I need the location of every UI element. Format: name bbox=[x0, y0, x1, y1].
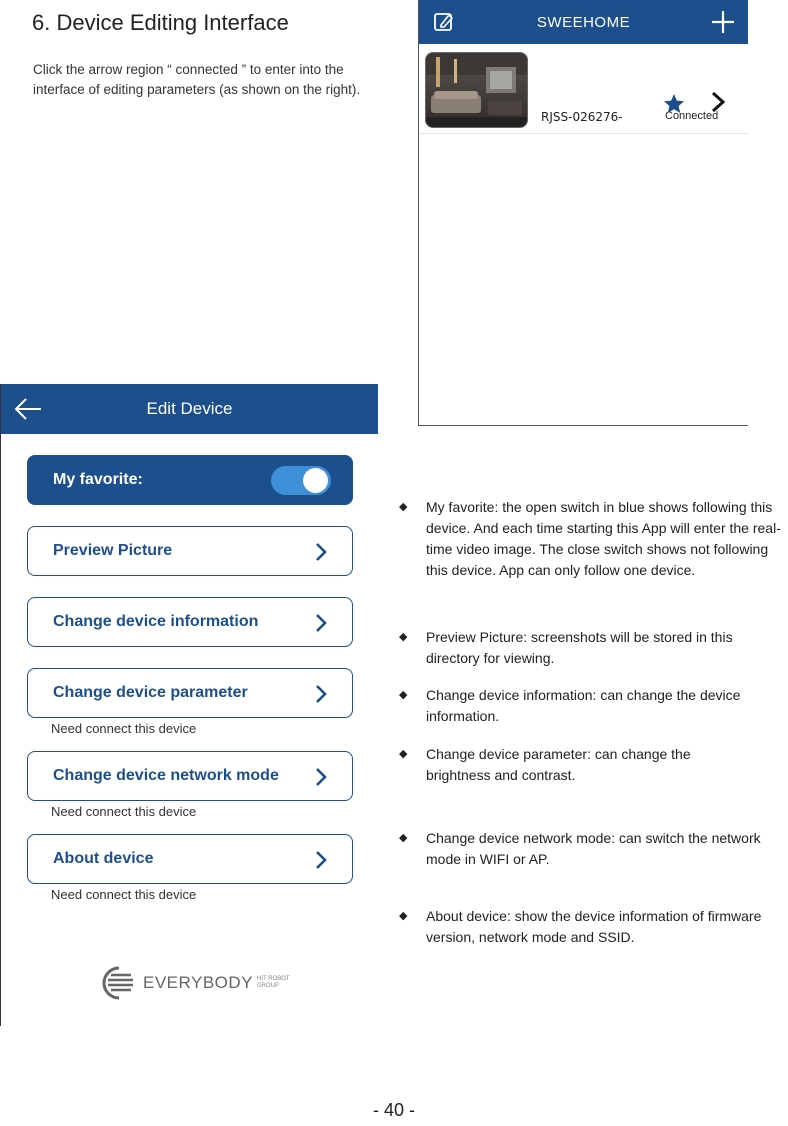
bullet-icon: ◆ bbox=[399, 748, 408, 760]
need-connect-hint: Need connect this device bbox=[51, 721, 197, 736]
chevron-right-icon bbox=[314, 542, 328, 562]
need-connect-hint: Need connect this device bbox=[51, 887, 197, 902]
back-arrow-icon[interactable] bbox=[13, 396, 43, 422]
my-favorite-toggle[interactable] bbox=[271, 466, 331, 495]
my-favorite-row bbox=[27, 455, 353, 505]
logo-icon bbox=[101, 966, 137, 1000]
room-photo-icon bbox=[426, 53, 528, 128]
note-text: Change device parameter: can change the brightness and contrast. bbox=[426, 746, 691, 783]
menu-item-label: Change device parameter bbox=[53, 684, 248, 701]
chevron-right-icon bbox=[314, 684, 328, 704]
bullet-icon: ◆ bbox=[399, 910, 408, 922]
menu-item-label: Change device information bbox=[53, 613, 259, 630]
note-my-favorite bbox=[399, 497, 788, 581]
app-title: SWEEHOME bbox=[536, 13, 631, 31]
note-preview-picture bbox=[399, 627, 769, 669]
section-title: 6. Device Editing Interface bbox=[32, 10, 289, 35]
chevron-right-icon bbox=[314, 850, 328, 870]
intro-text: Click the arrow region “ connected ” to enter into the interface of editing parameters (as shown on the right). bbox=[33, 62, 361, 97]
bullet-icon: ◆ bbox=[399, 832, 408, 844]
logo-subtext bbox=[257, 976, 290, 990]
note-text: Change device network mode: can switch the network mode in WIFI or AP. bbox=[426, 830, 761, 867]
change-device-parameter-button[interactable] bbox=[27, 668, 353, 718]
bullet-icon: ◆ bbox=[399, 689, 408, 701]
logo-sub-line-1: HIT ROBOT bbox=[257, 976, 290, 982]
note-text: Preview Picture: screenshots will be stored in this directory for viewing. bbox=[426, 629, 733, 666]
note-about-device bbox=[399, 906, 777, 948]
plus-icon[interactable] bbox=[710, 9, 736, 35]
device-list-screen bbox=[418, 0, 748, 426]
preview-picture-button[interactable] bbox=[27, 526, 353, 576]
my-favorite-label: My favorite: bbox=[53, 471, 143, 488]
logo-sub-line-2: GROUP bbox=[257, 983, 280, 989]
menu-item-label: About device bbox=[53, 850, 154, 867]
menu-item-label: Preview Picture bbox=[53, 542, 173, 559]
bullet-icon: ◆ bbox=[399, 631, 408, 643]
about-device-button[interactable] bbox=[27, 834, 353, 884]
device-list-item[interactable] bbox=[419, 44, 748, 134]
bullet-icon: ◆ bbox=[399, 501, 408, 513]
device-thumbnail bbox=[425, 52, 528, 128]
note-change-device-parameter bbox=[399, 744, 759, 786]
note-change-device-network-mode bbox=[399, 828, 777, 870]
connection-status[interactable]: Connected bbox=[665, 110, 719, 122]
device-id: RJSS-026276- bbox=[541, 110, 623, 124]
chevron-right-icon[interactable] bbox=[709, 91, 727, 113]
change-device-network-mode-button[interactable] bbox=[27, 751, 353, 801]
page-number: - 40 - bbox=[372, 1100, 415, 1120]
need-connect-hint: Need connect this device bbox=[51, 804, 197, 819]
device-list-app-bar bbox=[419, 0, 748, 44]
chevron-right-icon bbox=[314, 767, 328, 787]
edit-device-title: Edit Device bbox=[146, 399, 233, 418]
edit-device-app-bar bbox=[1, 384, 378, 434]
change-device-information-button[interactable] bbox=[27, 597, 353, 647]
note-text: Change device information: can change the device information. bbox=[426, 687, 741, 724]
note-change-device-information bbox=[399, 685, 759, 727]
company-logo bbox=[101, 966, 290, 1000]
edit-icon[interactable] bbox=[433, 11, 455, 33]
note-text: My favorite: the open switch in blue shows following this device. And each time starting this App will enter the real-time video image. The close switch shows not following this device. App can only follow one device. bbox=[426, 499, 781, 578]
menu-item-label: Change device network mode bbox=[53, 767, 279, 784]
edit-device-screen bbox=[0, 384, 378, 1026]
star-icon[interactable] bbox=[662, 92, 686, 116]
note-text: About device: show the device information of firmware version, network mode and SSID. bbox=[426, 908, 762, 945]
chevron-right-icon bbox=[314, 613, 328, 633]
toggle-knob bbox=[303, 468, 328, 493]
logo-text: EVERYBODY bbox=[143, 973, 254, 992]
